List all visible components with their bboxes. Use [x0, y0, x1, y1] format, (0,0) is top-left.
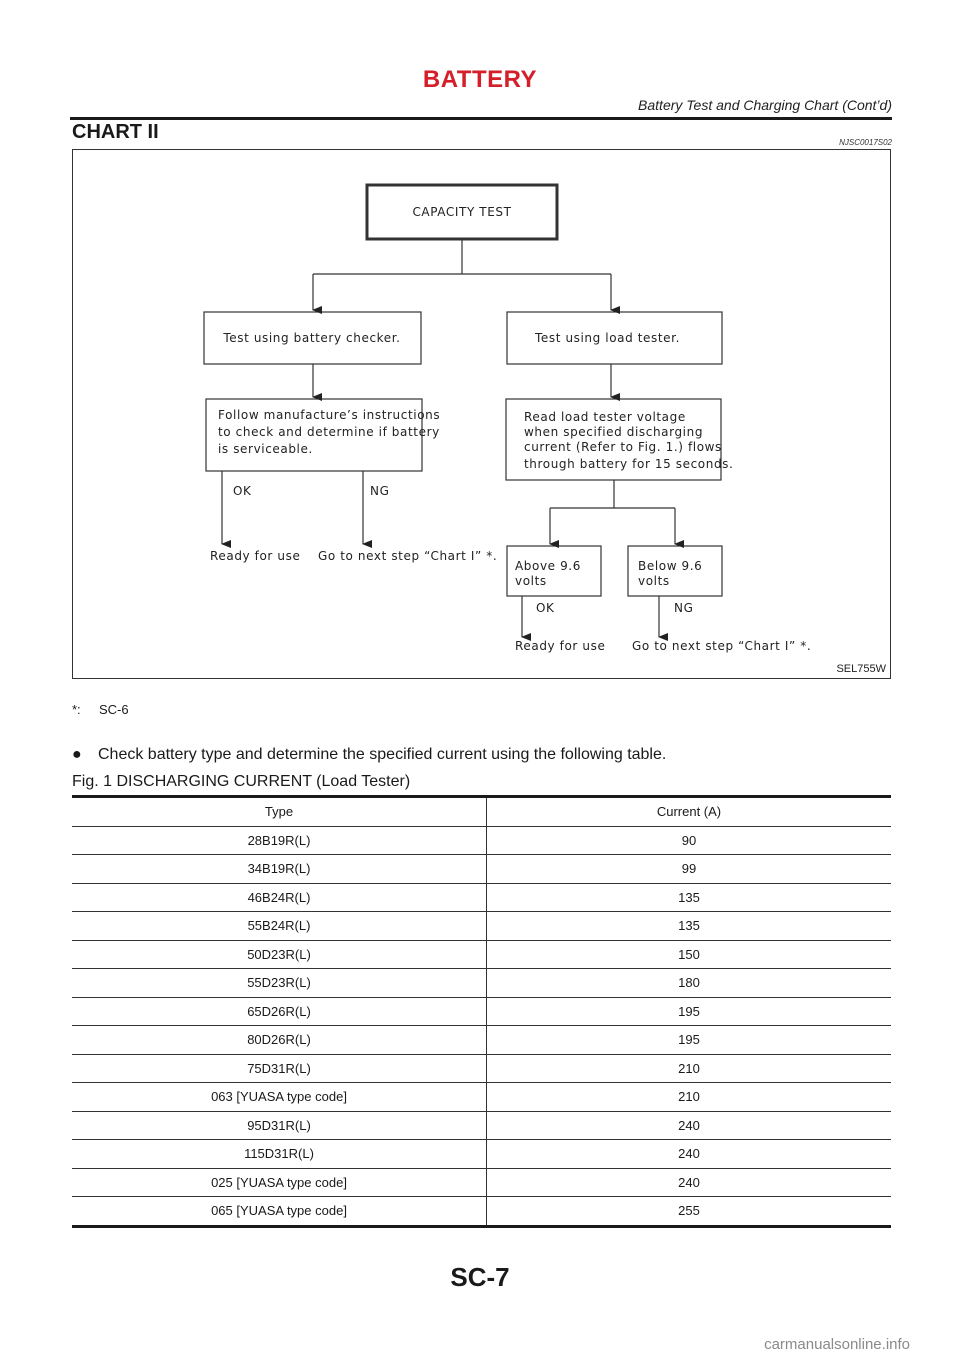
bullet-icon: ●	[72, 746, 82, 763]
table-row	[72, 855, 891, 884]
below-line-1: Below 9.6	[638, 559, 703, 573]
table-header-row	[72, 797, 891, 827]
cell-current: 240	[487, 1168, 892, 1197]
cell-type: 115D31R(L)	[72, 1140, 487, 1169]
cell-current: 210	[487, 1083, 892, 1112]
connector-top-split	[313, 239, 611, 274]
right-ng-label: NG	[674, 601, 694, 615]
capacity-test-label: CAPACITY TEST	[412, 205, 512, 219]
cell-type: 065 [YUASA type code]	[72, 1197, 487, 1227]
table-row	[72, 883, 891, 912]
cell-type: 063 [YUASA type code]	[72, 1083, 487, 1112]
cell-current: 195	[487, 1026, 892, 1055]
discharging-current-table	[72, 795, 891, 1228]
flowchart-diagram	[73, 150, 892, 680]
right-ok-result: Ready for use	[515, 639, 606, 653]
table-row	[72, 1140, 891, 1169]
bullet-item	[72, 746, 666, 764]
table-title: Fig. 1 DISCHARGING CURRENT (Load Tester)	[72, 773, 411, 790]
table-row	[72, 940, 891, 969]
cell-type: 50D23R(L)	[72, 940, 487, 969]
table-row	[72, 826, 891, 855]
page-number: SC-7	[450, 1262, 510, 1292]
cell-type: 025 [YUASA type code]	[72, 1168, 487, 1197]
left-instruction-line-1: Follow manufacture’s instructions	[218, 408, 441, 422]
cell-type: 55B24R(L)	[72, 912, 487, 941]
right-instruction-line-2: when specified discharging	[524, 425, 704, 439]
flowchart-figure	[72, 149, 891, 679]
cell-type: 65D26R(L)	[72, 997, 487, 1026]
left-ok-result: Ready for use	[210, 549, 301, 563]
left-instruction-line-2: to check and determine if battery	[218, 425, 440, 439]
figure-id: SEL755W	[836, 663, 886, 675]
cell-current: 135	[487, 912, 892, 941]
left-ng-label: NG	[370, 484, 390, 498]
watermark: carmanualsonline.info	[764, 1336, 910, 1353]
right-test-label: Test using load tester.	[535, 331, 681, 345]
section-code: NJSC0017S02	[839, 138, 892, 147]
page-header-title: BATTERY	[422, 66, 538, 93]
table-header-current: Current (A)	[487, 797, 892, 827]
cell-type: 95D31R(L)	[72, 1111, 487, 1140]
cell-current: 195	[487, 997, 892, 1026]
table-row	[72, 997, 891, 1026]
above-line-2: volts	[515, 574, 547, 588]
table-row	[72, 1026, 891, 1055]
header-rule	[70, 117, 892, 120]
cell-type: 28B19R(L)	[72, 826, 487, 855]
footnote-marker: *:	[72, 702, 81, 717]
cell-current: 99	[487, 855, 892, 884]
left-ng-result: Go to next step “Chart I” *.	[318, 549, 498, 563]
table-row	[72, 1083, 891, 1112]
cell-type: 75D31R(L)	[72, 1054, 487, 1083]
right-instruction-line-3: current (Refer to Fig. 1.) flows	[524, 440, 722, 454]
bullet-text: Check battery type and determine the specified current using the following table.	[98, 746, 667, 763]
cell-current: 135	[487, 883, 892, 912]
table-row	[72, 969, 891, 998]
page-header-subtitle: Battery Test and Charging Chart (Cont’d)	[638, 97, 892, 113]
cell-current: 180	[487, 969, 892, 998]
cell-type: 46B24R(L)	[72, 883, 487, 912]
cell-type: 34B19R(L)	[72, 855, 487, 884]
footnote	[72, 702, 129, 717]
cell-type: 80D26R(L)	[72, 1026, 487, 1055]
cell-current: 255	[487, 1197, 892, 1227]
right-instruction-line-4: through battery for 15 seconds.	[524, 457, 734, 471]
cell-type: 55D23R(L)	[72, 969, 487, 998]
cell-current: 210	[487, 1054, 892, 1083]
table-row	[72, 1168, 891, 1197]
cell-current: 150	[487, 940, 892, 969]
cell-current: 240	[487, 1140, 892, 1169]
right-instruction-line-1: Read load tester voltage	[524, 410, 686, 424]
right-ng-result: Go to next step “Chart I” *.	[632, 639, 812, 653]
table-header-type: Type	[72, 797, 487, 827]
above-line-1: Above 9.6	[515, 559, 581, 573]
table-row	[72, 912, 891, 941]
cell-current: 240	[487, 1111, 892, 1140]
left-ok-label: OK	[233, 484, 252, 498]
right-ok-label: OK	[536, 601, 555, 615]
section-heading: CHART II	[72, 121, 159, 143]
footnote-text: SC-6	[99, 702, 129, 717]
cell-current: 90	[487, 826, 892, 855]
table-row	[72, 1197, 891, 1227]
left-test-label: Test using battery checker.	[223, 331, 401, 345]
left-instruction-line-3: is serviceable.	[218, 442, 313, 456]
connector-right-split	[550, 480, 675, 508]
below-line-2: volts	[638, 574, 670, 588]
table-row	[72, 1054, 891, 1083]
table-row	[72, 1111, 891, 1140]
